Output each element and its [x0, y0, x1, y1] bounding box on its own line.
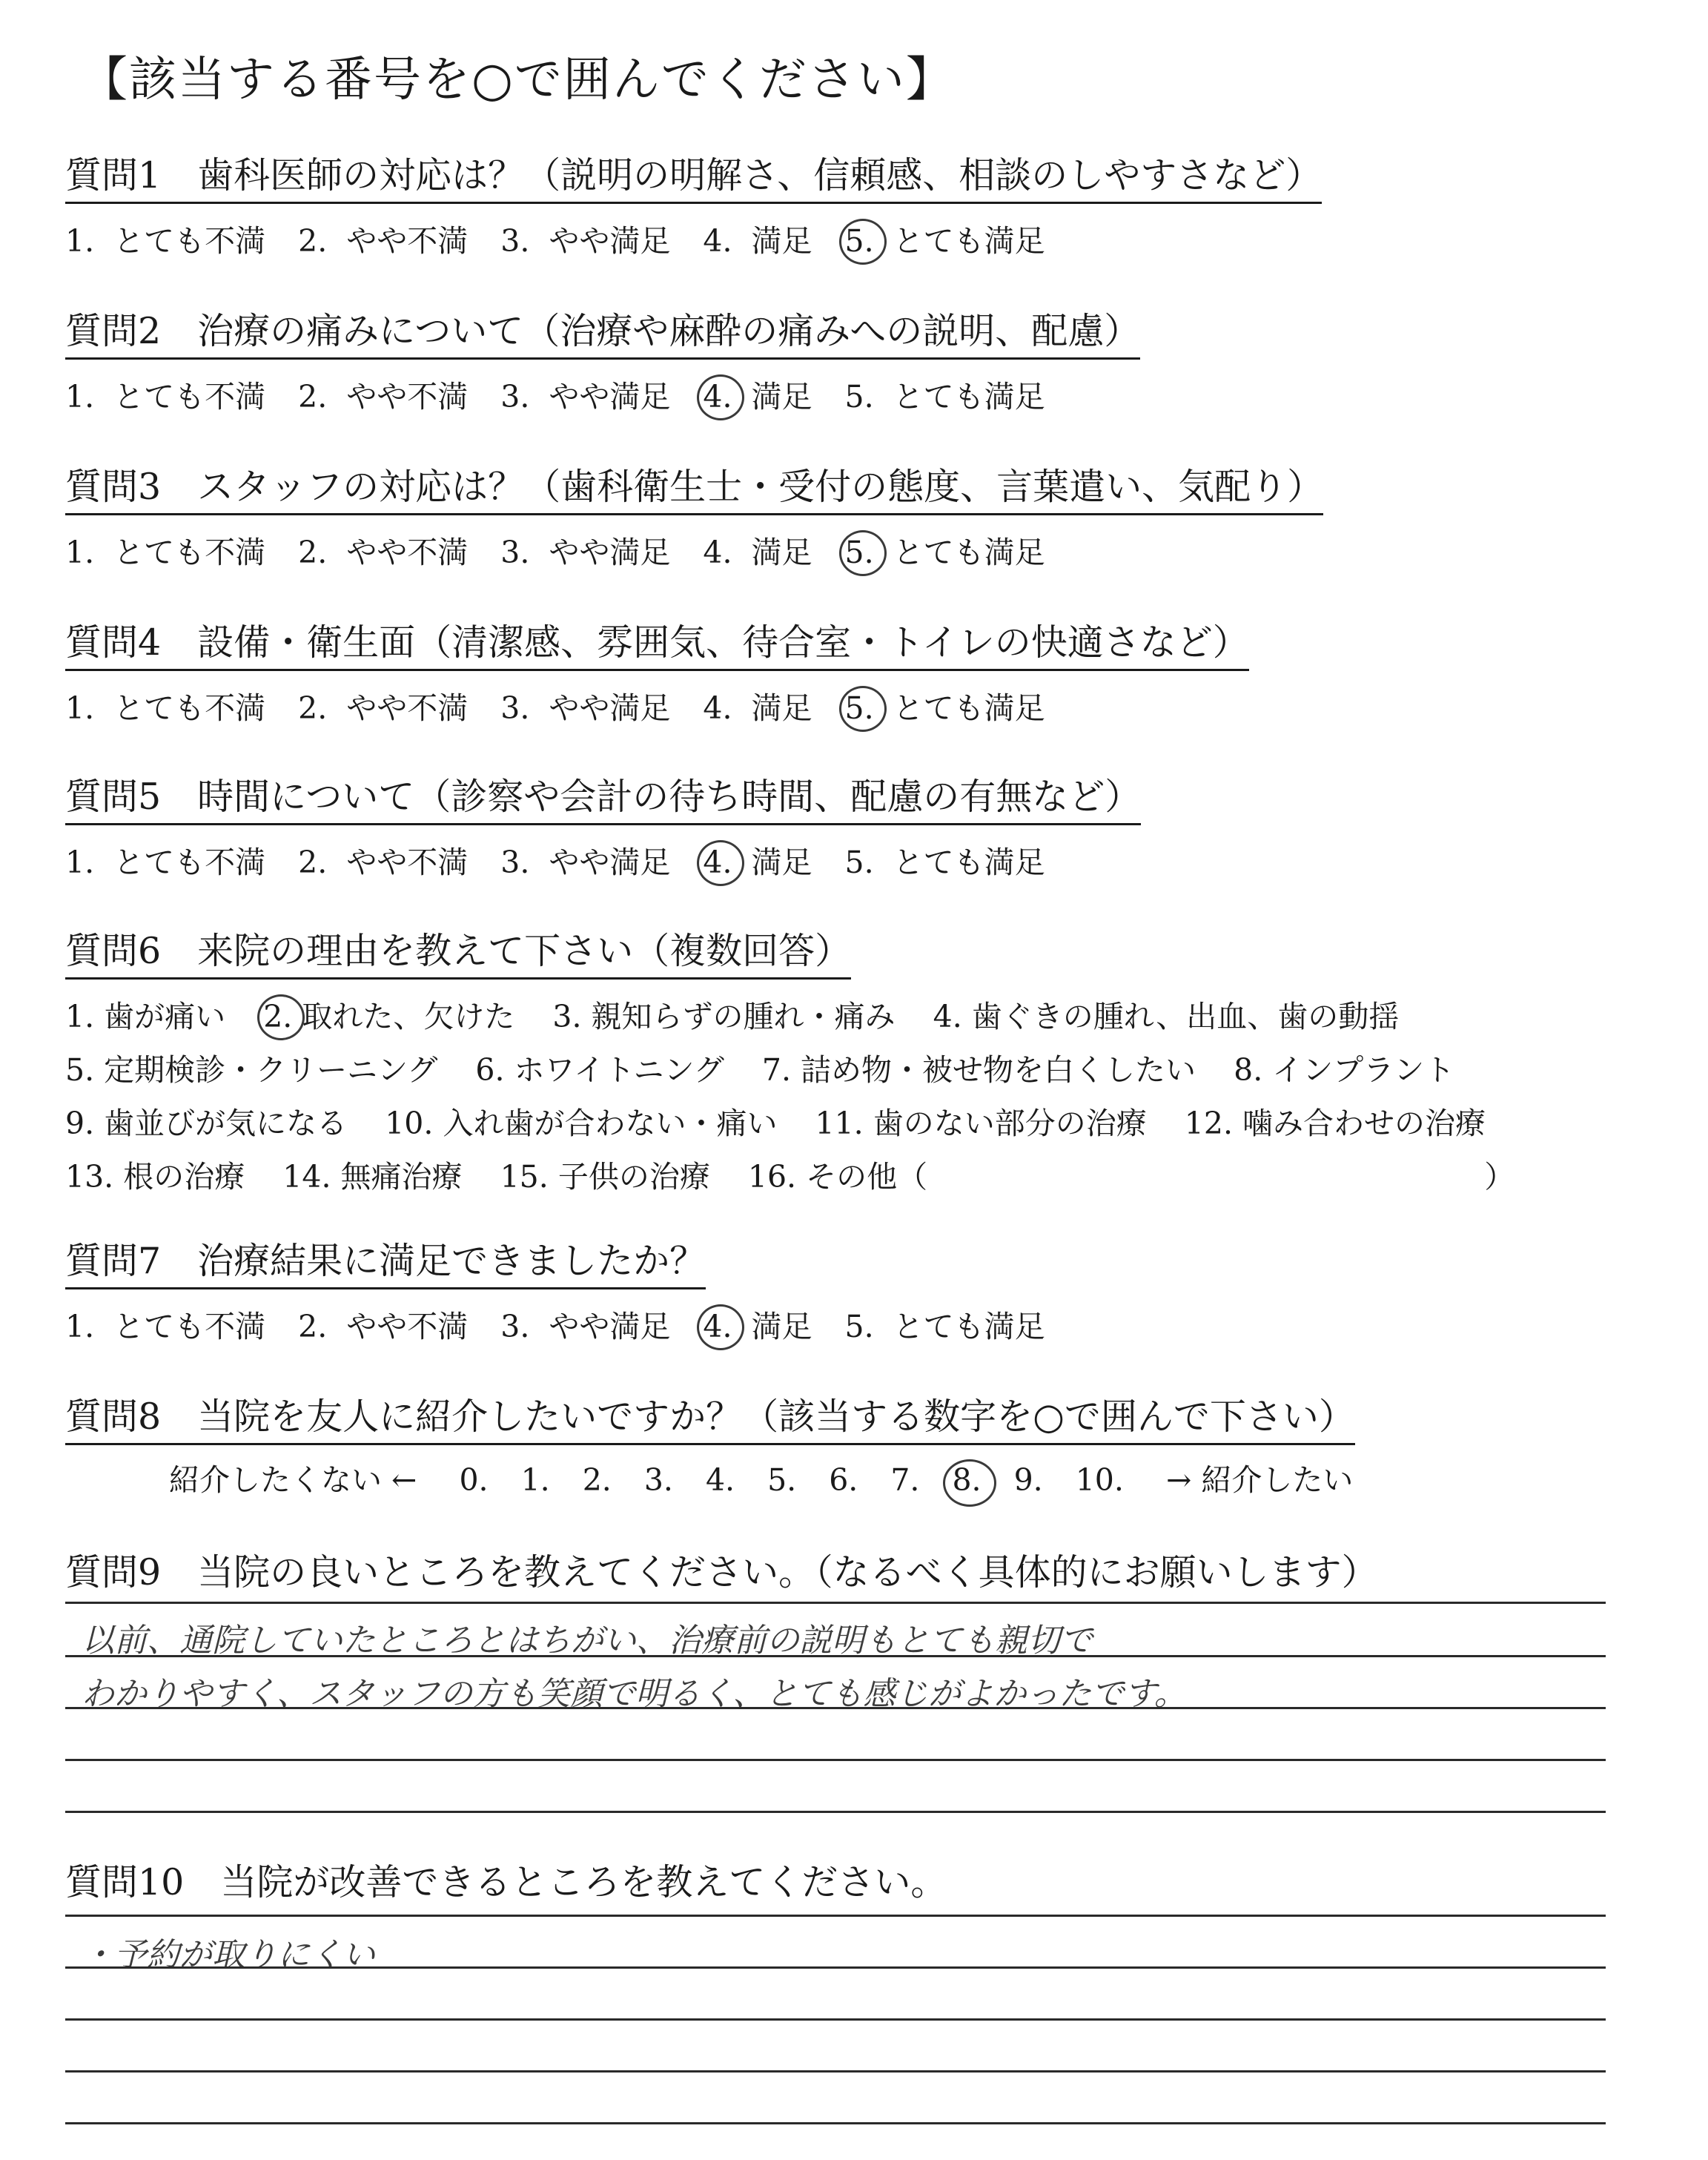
scale-option-selected[interactable] — [845, 214, 1045, 268]
scale-option-label: とても満足 — [893, 1309, 1045, 1344]
scale-option-number: 3. — [500, 690, 530, 726]
scale-option[interactable] — [500, 370, 670, 423]
scale-option-number: 5. — [844, 845, 874, 880]
q10-handwritten-answer-line-1[interactable]: ・予約が取りにくい — [82, 1936, 375, 1974]
scale-option-label: 満足 — [751, 379, 812, 415]
page-title: 【該当する番号を○で囲んでください】 — [80, 53, 955, 108]
scale-option-label: とても満足 — [893, 535, 1045, 570]
scale-option-number: 3. — [500, 379, 530, 415]
scale-option-label: とても不満 — [113, 845, 266, 880]
scale-option-number: 2. — [298, 1309, 328, 1344]
scale-option-label: 満足 — [751, 535, 812, 570]
question-6-row-1 — [65, 990, 1543, 1043]
answer-line — [65, 1655, 1606, 1657]
answer-line — [65, 1602, 1606, 1604]
scale-option[interactable] — [65, 370, 265, 423]
question-1-options — [65, 214, 1322, 268]
question-8-scale — [65, 1456, 1386, 1499]
scale-option-number: 5. — [844, 690, 874, 726]
reason-other-close-paren: ） — [1484, 1159, 1515, 1195]
recommend-score[interactable]: 10. — [1075, 1462, 1124, 1498]
question-3-title: 質問3 スタッフの対応は？（歯科衛生士・受付の態度、言葉遣い、気配り） — [65, 458, 1323, 515]
question-6-title: 質問6 来院の理由を教えて下さい（複数回答） — [65, 922, 851, 980]
recommend-score[interactable]: 3. — [643, 1462, 673, 1498]
scale-option[interactable] — [65, 836, 265, 889]
recommend-score[interactable]: 4. — [705, 1462, 735, 1498]
scale-option-label: 満足 — [751, 845, 812, 880]
scale-option-selected[interactable] — [703, 836, 812, 889]
scale-option-label: とても満足 — [893, 845, 1045, 880]
scale-option-label: とても不満 — [113, 535, 266, 570]
recommend-score[interactable]: 5. — [767, 1462, 797, 1498]
scale-option-number: 5. — [844, 379, 874, 415]
scale-option[interactable] — [500, 1300, 670, 1353]
question-7-options — [65, 1300, 1078, 1353]
reason-option[interactable]: 14. 無痛治療 — [282, 1159, 463, 1195]
question-5-options — [65, 836, 1141, 889]
q9-handwritten-answer-line-1[interactable]: 以前、通院していたところとはちがい、治療前の説明もとても親切で — [82, 1622, 1093, 1659]
question-3 — [65, 458, 1323, 579]
answer-line — [65, 2070, 1606, 2073]
scale-option-number: 2. — [298, 223, 328, 259]
scale-option-number: 1. — [65, 845, 95, 880]
scale-option[interactable] — [65, 681, 265, 735]
scale-option[interactable] — [500, 836, 670, 889]
question-8-title: 質問8 当院を友人に紹介したいですか？（該当する数字を○で囲んで下さい） — [65, 1388, 1355, 1445]
question-4-options — [65, 681, 1249, 735]
scale-option[interactable] — [298, 1300, 468, 1353]
scale-option[interactable] — [500, 681, 670, 735]
answer-line — [65, 1966, 1606, 1969]
scale-option-label: やや不満 — [346, 845, 469, 880]
answer-line — [65, 1915, 1606, 1917]
scale-option-label: やや満足 — [549, 535, 671, 570]
reason-option[interactable]: 5. 定期検診・クリーニング — [65, 1052, 438, 1088]
question-2-title: 質問2 治療の痛みについて（治療や麻酔の痛みへの説明、配慮） — [65, 303, 1140, 360]
question-4 — [65, 614, 1249, 735]
recommend-score-selected[interactable]: 8. — [952, 1462, 982, 1498]
scale-option-label: とても満足 — [893, 223, 1045, 259]
scale-option[interactable] — [298, 526, 468, 579]
question-1 — [65, 147, 1322, 268]
answer-line — [65, 1811, 1606, 1813]
scale-option-number: 5. — [844, 535, 874, 570]
scale-option-label: やや満足 — [549, 1309, 671, 1344]
scale-option[interactable] — [500, 526, 670, 579]
scale-option-number: 4. — [703, 690, 732, 726]
question-9-title: 質問9 当院の良いところを教えてください。（なるべく具体的にお願いします） — [65, 1551, 1378, 1593]
answer-line — [65, 1707, 1606, 1709]
question-10 — [65, 1854, 947, 1909]
reason-option[interactable]: 1. 歯が痛い — [65, 999, 226, 1034]
recommend-score[interactable]: 6. — [829, 1462, 858, 1498]
scale-option-number: 4. — [703, 535, 732, 570]
question-5-title: 質問5 時間について（診察や会計の待ち時間、配慮の有無など） — [65, 768, 1141, 825]
scale-option-number: 2. — [298, 379, 328, 415]
scale-option-number: 1. — [65, 223, 95, 259]
question-4-title: 質問4 設備・衛生面（清潔感、雰囲気、待合室・トイレの快適さなど） — [65, 614, 1249, 671]
question-8 — [65, 1388, 1386, 1499]
scale-option-label: とても満足 — [893, 379, 1045, 415]
scale-left-label: 紹介したくない ← — [169, 1462, 417, 1498]
scale-option[interactable] — [703, 214, 812, 268]
scale-option-label: やや満足 — [549, 845, 671, 880]
scale-option[interactable] — [298, 836, 468, 889]
scale-option-number: 5. — [844, 1309, 874, 1344]
reason-option-selected[interactable]: 2. 取れた、欠けた — [263, 990, 514, 1043]
scale-option-label: やや不満 — [346, 379, 469, 415]
recommend-score[interactable]: 7. — [890, 1462, 920, 1498]
reason-option[interactable]: 4. 歯ぐきの腫れ、出血、歯の動揺 — [933, 999, 1400, 1034]
scale-option-label: やや不満 — [346, 1309, 469, 1344]
scale-option-label: とても満足 — [893, 690, 1045, 726]
question-9 — [65, 1544, 1378, 1599]
reason-option[interactable]: 11. 歯のない部分の治療 — [815, 1106, 1147, 1141]
scale-option-label: やや満足 — [549, 223, 671, 259]
scale-option[interactable] — [298, 214, 468, 268]
reason-option[interactable]: 13. 根の治療 — [65, 1159, 245, 1195]
scale-option-number: 5. — [844, 223, 874, 259]
question-2 — [65, 303, 1140, 423]
scale-option-number: 1. — [65, 379, 95, 415]
scale-option[interactable] — [845, 1300, 1045, 1353]
scale-option[interactable] — [298, 370, 468, 423]
question-6-row-2 — [65, 1043, 1543, 1097]
scale-option-label: とても不満 — [113, 223, 266, 259]
reason-option[interactable]: 6. ホワイトニング — [475, 1052, 724, 1088]
question-5 — [65, 768, 1141, 889]
recommend-score[interactable]: 0. — [459, 1462, 489, 1498]
scale-option-number: 1. — [65, 535, 95, 570]
answer-line — [65, 2018, 1606, 2021]
q9-handwritten-answer-line-2[interactable]: わかりやすく、スタッフの方も笑顔で明るく、とても感じがよかったです。 — [82, 1675, 1187, 1713]
question-7 — [65, 1232, 1078, 1353]
scale-option-number: 3. — [500, 1309, 530, 1344]
scale-option-label: とても不満 — [113, 690, 266, 726]
scale-option-number: 4. — [703, 1309, 732, 1344]
scale-option-selected[interactable] — [703, 1300, 812, 1353]
scale-option-number: 4. — [703, 223, 732, 259]
scale-option-number: 1. — [65, 1309, 95, 1344]
scale-option-selected[interactable] — [703, 370, 812, 423]
scale-option-number: 1. — [65, 690, 95, 726]
scale-option-label: 満足 — [751, 1309, 812, 1344]
scale-right-label: → 紹介したい — [1165, 1462, 1354, 1498]
question-1-title: 質問1 歯科医師の対応は？（説明の明解さ、信頼感、相談のしやすさなど） — [65, 147, 1322, 204]
scale-option[interactable] — [65, 526, 265, 579]
scale-option-selected[interactable] — [845, 526, 1045, 579]
scale-option-label: とても不満 — [113, 379, 266, 415]
reason-option[interactable]: 7. 詰め物・被せ物を白くしたい — [761, 1052, 1196, 1088]
question-10-title: 質問10 当院が改善できるところを教えてください。 — [65, 1861, 947, 1903]
scale-option-label: やや満足 — [549, 690, 671, 726]
scale-option-number: 2. — [298, 690, 328, 726]
scale-option-label: やや不満 — [346, 690, 469, 726]
scale-option[interactable] — [845, 370, 1045, 423]
scale-option[interactable] — [298, 681, 468, 735]
recommend-score[interactable]: 1. — [520, 1462, 550, 1498]
scale-option-number: 2. — [298, 845, 328, 880]
scale-option-label: 満足 — [751, 690, 812, 726]
scale-option-label: やや不満 — [346, 223, 469, 259]
question-3-options — [65, 526, 1323, 579]
reason-option[interactable]: 10. 入れ歯が合わない・痛い — [385, 1106, 778, 1141]
scale-option[interactable] — [845, 836, 1045, 889]
question-6 — [65, 922, 1543, 1203]
scale-option[interactable] — [500, 214, 670, 268]
answer-line — [65, 2122, 1606, 2124]
recommend-score[interactable]: 2. — [582, 1462, 612, 1498]
reason-option[interactable]: 8. インプラント — [1234, 1052, 1455, 1088]
scale-option-number: 3. — [500, 223, 530, 259]
reason-option-other[interactable]: 16. その他（ — [747, 1159, 928, 1195]
scale-option-number: 3. — [500, 535, 530, 570]
scale-option-label: 満足 — [751, 223, 812, 259]
reason-option[interactable]: 12. 噛み合わせの治療 — [1184, 1106, 1486, 1141]
question-6-row-4 — [65, 1150, 1543, 1203]
scale-option[interactable] — [65, 1300, 265, 1353]
scale-option-number: 3. — [500, 845, 530, 880]
reason-option[interactable]: 9. 歯並びが気になる — [65, 1106, 348, 1141]
scale-option-number: 2. — [298, 535, 328, 570]
reason-option[interactable]: 15. 子供の治療 — [500, 1159, 710, 1195]
answer-line — [65, 1759, 1606, 1761]
reason-option[interactable]: 3. 親知らずの腫れ・痛み — [552, 999, 896, 1034]
question-6-options — [65, 990, 1543, 1203]
scale-option-label: やや満足 — [549, 379, 671, 415]
scale-option-number: 4. — [703, 845, 732, 880]
question-6-row-3 — [65, 1097, 1543, 1150]
question-2-options — [65, 370, 1140, 423]
scale-option[interactable] — [703, 681, 812, 735]
scale-option-selected[interactable] — [845, 681, 1045, 735]
scale-option-label: やや不満 — [346, 535, 469, 570]
scale-option-label: とても不満 — [113, 1309, 266, 1344]
scale-option-number: 4. — [703, 379, 732, 415]
scale-option[interactable] — [703, 526, 812, 579]
question-7-title: 質問7 治療結果に満足できましたか？ — [65, 1232, 706, 1289]
scale-option[interactable] — [65, 214, 265, 268]
recommend-score[interactable]: 9. — [1013, 1462, 1043, 1498]
